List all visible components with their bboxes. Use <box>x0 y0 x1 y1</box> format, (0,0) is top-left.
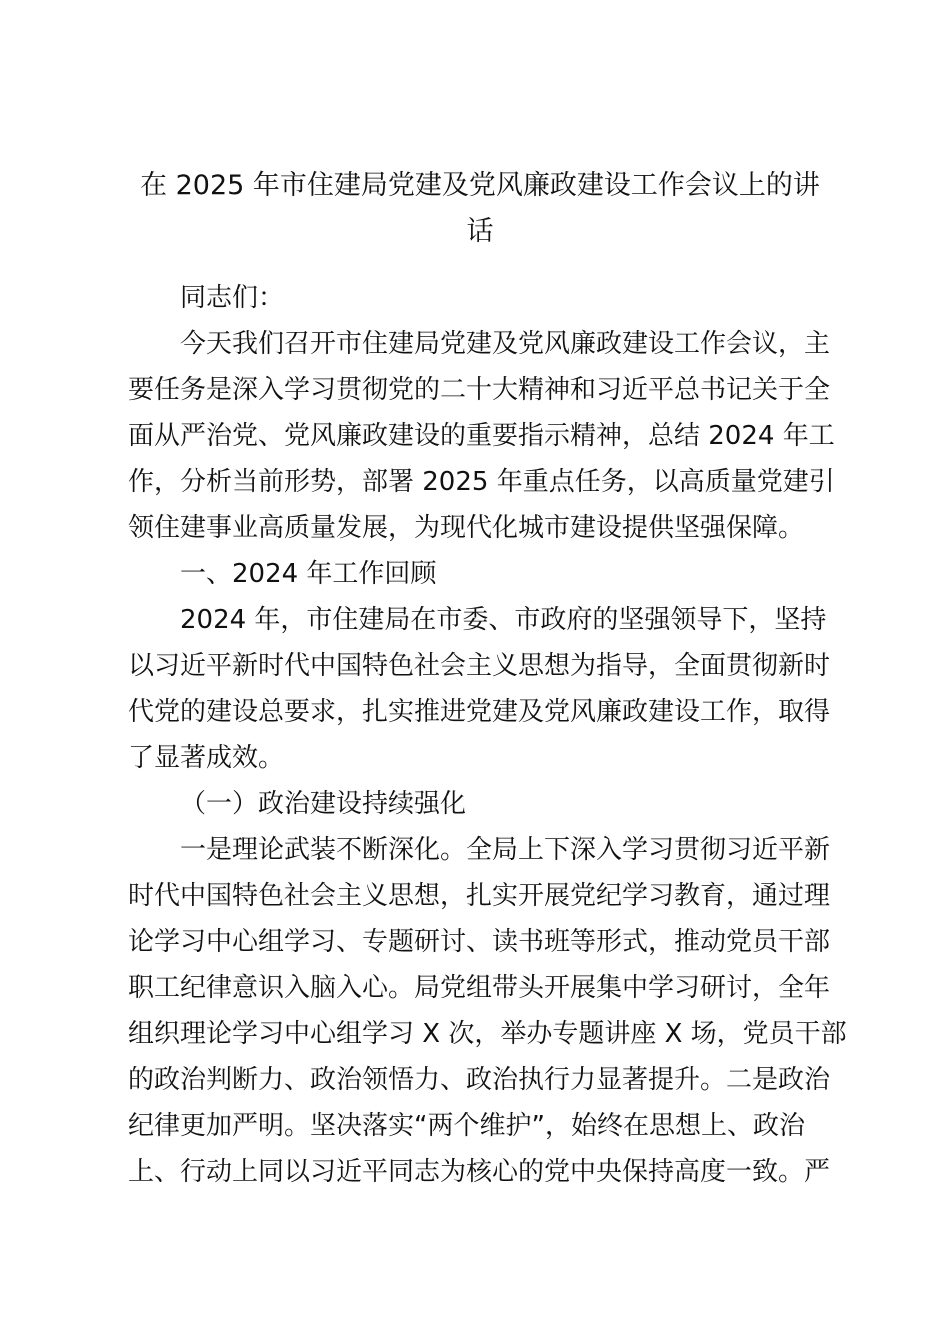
body-line: 了显著成效。 <box>128 743 285 773</box>
body-line: 时代中国特色社会主义思想，扎实开展党纪学习教育，通过理 <box>128 881 831 911</box>
body-line: 的政治判断力、政治领悟力、政治执行力显著提升。二是政治 <box>128 1065 831 1095</box>
section-heading: 一、2024 年工作回顾 <box>180 559 437 589</box>
body-line: 一是理论武装不断深化。全局上下深入学习贯彻习近平新 <box>180 835 831 865</box>
body-line: 论学习中心组学习、专题研讨、读书班等形式，推动党员干部 <box>128 927 831 957</box>
body-line: 领住建事业高质量发展，为现代化城市建设提供坚强保障。 <box>128 513 805 543</box>
body-line: 2024 年，市住建局在市委、市政府的坚强领导下，坚持 <box>180 605 827 635</box>
body-line: 代党的建设总要求，扎实推进党建及党风廉政建设工作，取得 <box>128 697 831 727</box>
body-line: 职工纪律意识入脑入心。局党组带头开展集中学习研讨，全年 <box>128 973 831 1003</box>
body-line: 今天我们召开市住建局党建及党风廉政建设工作会议，主 <box>180 329 831 359</box>
body-line: 要任务是深入学习贯彻党的二十大精神和习近平总书记关于全 <box>128 375 831 405</box>
subsection-heading: （一）政治建设持续强化 <box>180 789 467 819</box>
body-line: 纪律更加严明。坚决落实“两个维护”，始终在思想上、政治 <box>128 1111 805 1141</box>
body-line: 上、行动上同以习近平同志为核心的党中央保持高度一致。严 <box>128 1157 831 1187</box>
body-line: 以习近平新时代中国特色社会主义思想为指导，全面贯彻新时 <box>128 651 831 681</box>
body-line: 组织理论学习中心组学习 X 次，举办专题讲座 X 场，党员干部 <box>128 1019 847 1049</box>
body-line: 作，分析当前形势，部署 2025 年重点任务，以高质量党建引 <box>128 467 835 497</box>
body-line: 面从严治党、党风廉政建设的重要指示精神，总结 2024 年工 <box>128 421 835 451</box>
document-title-line-2: 话 <box>466 216 494 247</box>
salutation: 同志们： <box>180 283 285 313</box>
document-title-line-1: 在 2025 年市住建局党建及党风廉政建设工作会议上的讲 <box>140 170 820 201</box>
